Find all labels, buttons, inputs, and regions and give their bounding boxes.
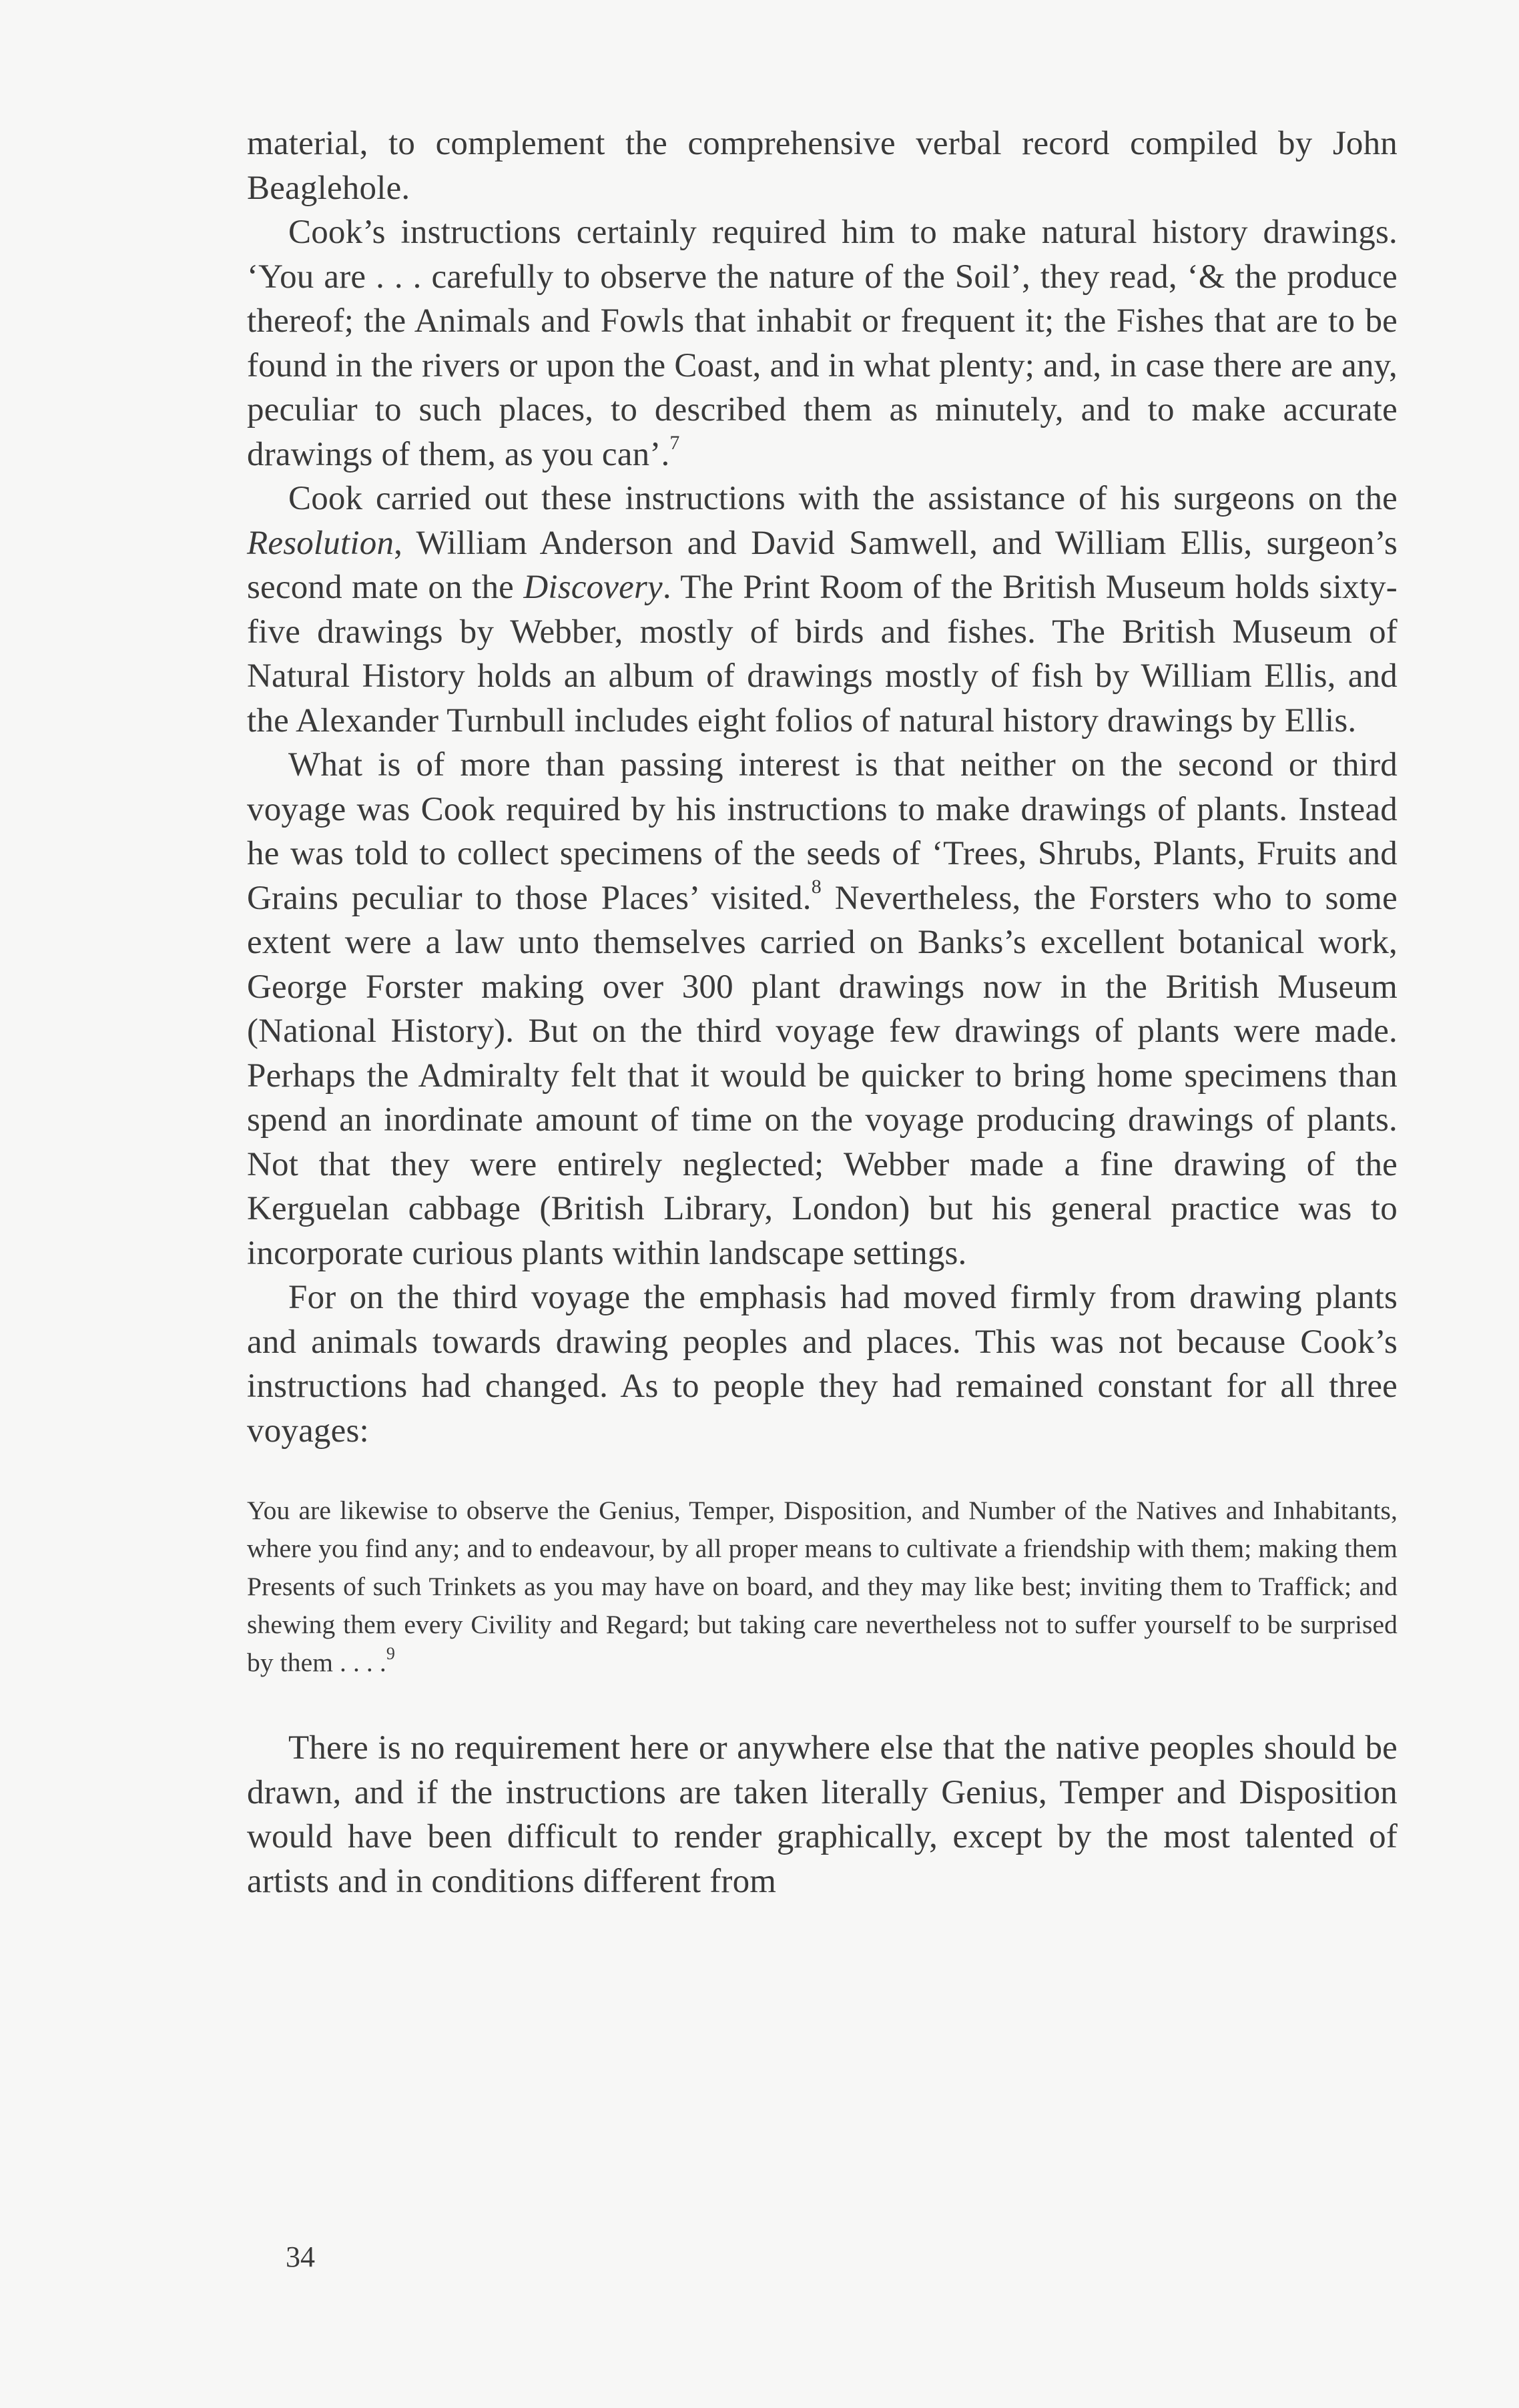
- footnote-marker[interactable]: 8: [811, 875, 822, 898]
- paragraph: [247, 121, 1398, 210]
- closing-text: [247, 1726, 1398, 1903]
- text-run: What is of more than passing interest is that neither on the second or third voyage was Cook required by his instructions to make drawings of plants. Instead he was told to collect specimens of the seeds of ‘Trees, Shrubs, Plants, Fruits and Grains peculiar to those Places’ visited.: [247, 746, 1398, 917]
- paragraph: [247, 210, 1398, 477]
- text-run: You are likewise to observe the Genius, Temper, Disposition, and Number of the Natives and Inhabitants, where you find any; and to endeavour, by all proper means to cultivate a friendship with them; making them Presents of such Trinkets as you may have on board, and they may like best; inviting them to Traffick; and shewing them every Civility and Regard; but taking care nevertheless not to suffer yourself to be surprised by them . . . .: [247, 1496, 1398, 1677]
- paragraph: [247, 1275, 1398, 1453]
- ship-name: Discovery: [523, 569, 663, 606]
- paragraph: [247, 743, 1398, 1275]
- paragraph: [247, 1726, 1398, 1903]
- page-body: [247, 121, 1398, 1903]
- main-text: [247, 121, 1398, 1453]
- block-quote: [247, 1492, 1398, 1682]
- text-run: Cook’s instructions certainly required him to make natural history drawings. ‘You are . . . carefully to observe the nature of the Soil’, they read, ‘& the produce thereof; the Animals and Fowls that inhabit or frequent it; the Fishes that are to be found in the rivers or upon the Coast, and in what plenty; and, in case there are any, peculiar to such places, to described them as minutely, and to make accurate drawings of them, as you can’.: [247, 214, 1398, 473]
- text-run: There is no requirement here or anywhere else that the native peoples should be drawn, and if the instructions are taken literally Genius, Temper and Disposition would have been difficult to render graphically, except by the most talented of artists and in conditions different from: [247, 1729, 1398, 1900]
- text-run: Cook carried out these instructions with the assistance of his surgeons on the: [288, 480, 1398, 517]
- ship-name: Resolution: [247, 524, 394, 562]
- paragraph: [247, 477, 1398, 743]
- text-run: material, to complement the comprehensive verbal record compiled by John Beaglehole.: [247, 125, 1398, 207]
- text-run: Nevertheless, the Forsters who to some extent were a law unto themselves carried on Banks’s excellent botanical work, George Forster making over 300 plant drawings now in the British Museum (National History). But on the third voyage few drawings of plants were made. Perhaps the Admiralty felt that it would be quicker to bring home specimens than spend an inordinate amount of time on the voyage producing drawings of plants. Not that they were entirely neglected; Webber made a fine drawing of the Kerguelan cabbage (British Library, London) but his general practice was to incorporate curious plants within landscape settings.: [247, 879, 1398, 1272]
- text-run: For on the third voyage the emphasis had moved firmly from drawing plants and animals towards drawing peoples and places. This was not because Cook’s instructions had changed. As to people they had remained constant for all three voyages:: [247, 1279, 1398, 1450]
- footnote-marker[interactable]: 9: [386, 1643, 395, 1663]
- text-run: . The Print Room of the British Museum holds sixty-five drawings by Webber, mostly of birds and fishes. The British Museum of Natural History holds an album of drawings mostly of fish by William Ellis, and the Alexander Turnbull includes eight folios of natural history drawings by Ellis.: [247, 569, 1398, 739]
- text-run: , William Anderson and David Samwell, and William Ellis, surgeon’s second mate on the: [247, 524, 1398, 606]
- footnote-marker[interactable]: 7: [669, 431, 680, 454]
- page-number: 34: [286, 2240, 315, 2273]
